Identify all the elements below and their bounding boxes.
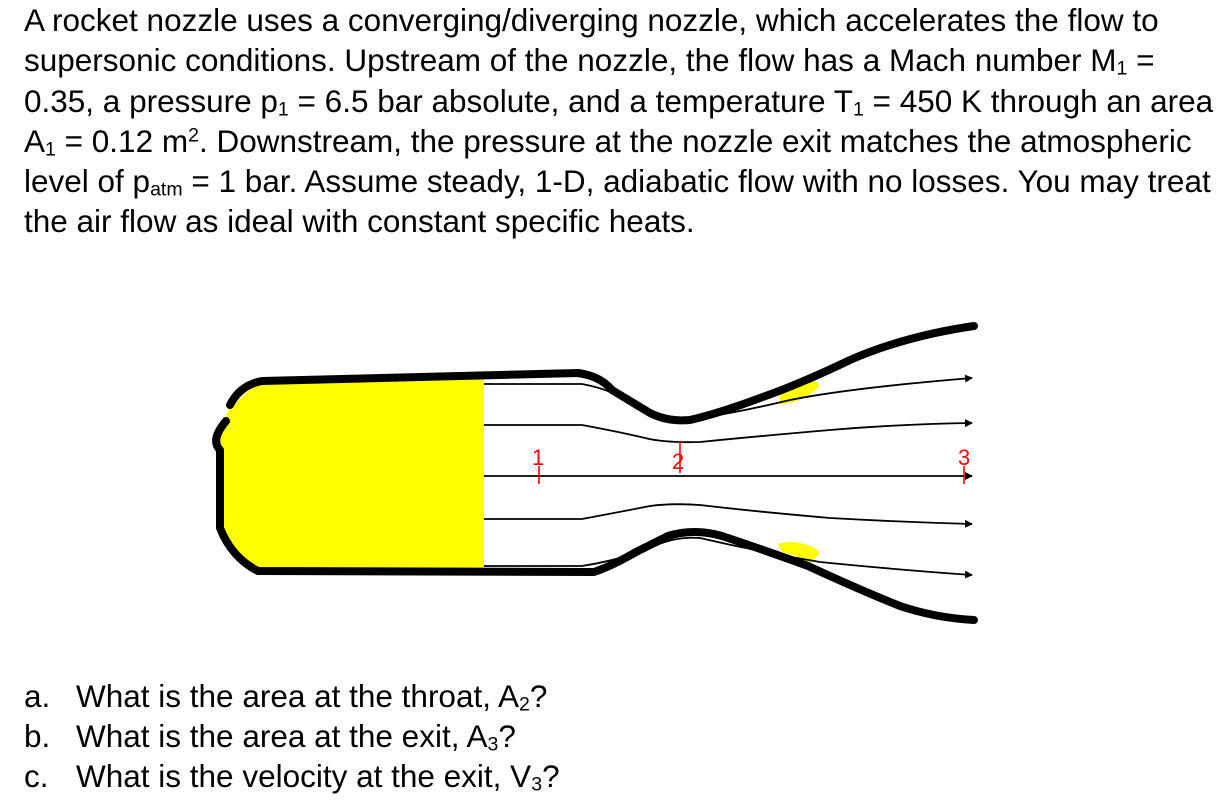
streamline-2 — [484, 423, 972, 442]
question-marker: a. — [24, 678, 51, 714]
chamber-fill — [218, 378, 484, 572]
question-marker: b. — [24, 718, 51, 754]
problem-text: A rocket nozzle uses a converging/diverging nozzle, which accelerates the flow to supersonic conditions. Upstream of the nozzle, the flow has a Mach number M — [24, 2, 1159, 79]
subscript: 1 — [277, 98, 289, 121]
subscript: 1 — [45, 138, 56, 161]
question-text: What is the area at the exit, A — [76, 718, 488, 754]
subscript: 3 — [487, 733, 499, 756]
problem-text: = 6.5 bar absolute, and a temperature T — [288, 82, 853, 119]
question-a — [24, 676, 560, 716]
station-label-1: 1 — [532, 445, 545, 470]
station-label-3: 3 — [958, 445, 971, 470]
subscript: 3 — [531, 773, 543, 796]
subscript: 2 — [519, 693, 530, 716]
problem-text: = 0.12 m — [55, 122, 189, 159]
problem-text: = 450 K through an area A — [24, 82, 1214, 159]
subscript: 1 — [1116, 57, 1128, 80]
subscript: 1 — [852, 98, 864, 121]
subscript: atm — [150, 178, 183, 201]
question-c — [24, 756, 560, 796]
question-text: What is the area at the throat, A — [76, 678, 519, 714]
superscript: 2 — [188, 124, 199, 147]
question-end: ? — [529, 678, 548, 714]
problem-statement — [24, 0, 1214, 242]
problem-text: = 0.35, a pressure p — [24, 42, 1155, 119]
problem-text: . Downstream, the pressure at the nozzle exit matches the atmospheric level of p — [24, 122, 1192, 200]
question-list — [24, 676, 560, 796]
nozzle-diagram — [0, 300, 1222, 640]
problem-text: = 1 bar. Assume steady, 1-D, adiabatic flow with no losses. You may treat the air flow as ideal with constant specific heats. — [24, 163, 1211, 240]
station-label-2: 2 — [672, 449, 685, 474]
question-marker: c. — [24, 758, 49, 794]
question-text: What is the velocity at the exit, V — [76, 758, 532, 794]
question-end: ? — [498, 718, 516, 754]
streamline-4 — [484, 504, 972, 524]
question-b — [24, 716, 560, 756]
question-end: ? — [542, 758, 560, 794]
